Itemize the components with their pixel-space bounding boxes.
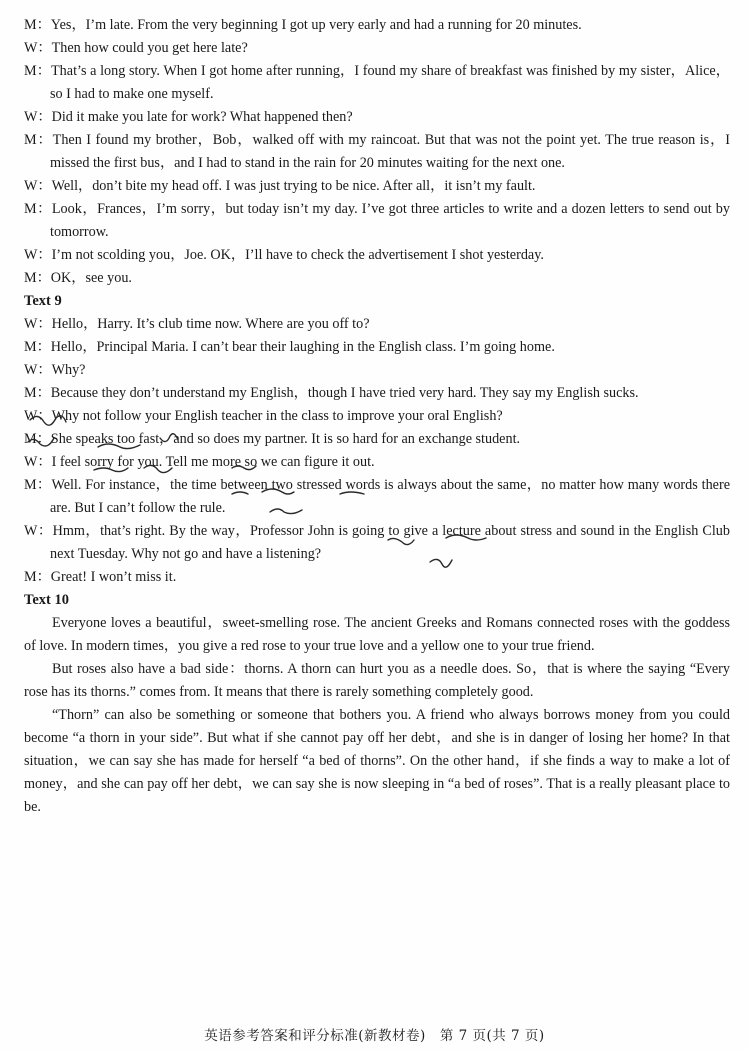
dialogue-line: W：Hmm，that’s right. By the way，Professor John is going to give a lecture about stress and sound in the English Club next Tuesday. Why not go and have a listening?	[24, 523, 730, 562]
passage-paragraph: “Thorn” can also be something or someone that bothers you. A friend who always borrows money from you could become “a thorn in your side”. But what if she cannot pay off her debt，and she is in danger of losing her home? In that situation，we can say she has made for herself “a bed of thorns”. On the other hand，if she finds a way to make a lot of money，and she can pay off her debt，we can say she is now sleeping in “a bed of roses”. That is a really pleasant place to be.	[24, 707, 730, 815]
dialogue-line: W：I feel sorry for you. Tell me more so we can figure it out.	[24, 454, 375, 470]
dialogue-line: M：That’s a long story. When I got home after running，I found my share of breakfast was finished by my sister，Alice，so I had to make one myself.	[24, 63, 730, 102]
dialogue-line: M：Look，Frances，I’m sorry，but today isn’t my day. I’ve got three articles to write and a dozen letters to send out by tomorrow.	[24, 201, 730, 240]
text9-dialogue	[24, 313, 730, 589]
dialogue-line: M：OK，see you.	[24, 270, 132, 286]
dialogue-line: W：I’m not scolding you，Joe. OK，I’ll have to check the advertisement I shot yesterday.	[24, 247, 544, 263]
dialogue-line: M：Then I found my brother，Bob，walked off with my raincoat. But that was not the point yet. The true reason is，I missed the first bus，and I had to stand in the rain for 20 minutes waiting for the next one.	[24, 132, 730, 171]
dialogue-line: M：Great! I won’t miss it.	[24, 569, 177, 585]
dialogue-line: W：Why?	[24, 362, 86, 378]
dialogue-line: M：Well. For instance，the time between two stressed words is always about the same，no matter how many words there are. But I can’t follow the rule.	[24, 477, 730, 516]
passage-paragraph: Everyone loves a beautiful，sweet-smelling rose. The ancient Greeks and Romans connected roses with the goddess of love. In modern times，you give a red rose to your true love and a yellow one to your true friend.	[24, 615, 730, 654]
section-heading-text9: Text 9	[24, 293, 62, 309]
passage-paragraph: But roses also have a bad side：thorns. A thorn can hurt you as a needle does. So，that is where the saying “Every rose has its thorns.” comes from. It means that there is rarely something completely good.	[24, 661, 730, 700]
dialogue-line: M：She speaks too fast，and so does my partner. It is so hard for an exchange student.	[24, 431, 521, 447]
text10-passage	[24, 612, 730, 819]
dialogue-line: W：Hello，Harry. It’s club time now. Where are you off to?	[24, 316, 370, 332]
dialogue-line: W：Then how could you get here late?	[24, 40, 248, 56]
dialogue-line: M：Hello，Principal Maria. I can’t bear their laughing in the English class. I’m going home.	[24, 339, 555, 355]
dialogue-line: W：Well，don’t bite my head off. I was just trying to be nice. After all，it isn’t my fault.	[24, 178, 536, 194]
dialogue-line: M：Yes，I’m late. From the very beginning I got up very early and had a running for 20 minutes.	[24, 17, 582, 33]
page-footer: 英语参考答案和评分标准(新教材卷) 第 7 页(共 7 页)	[204, 1028, 545, 1044]
document-page	[24, 14, 730, 819]
dialogue-line: M：Because they don’t understand my English，though I have tried very hard. They say my English sucks.	[24, 385, 639, 401]
transcript-top	[24, 14, 730, 290]
section-heading-text10: Text 10	[24, 592, 69, 608]
dialogue-line: W：Did it make you late for work? What happened then?	[24, 109, 353, 125]
dialogue-line: W：Why not follow your English teacher in the class to improve your oral English?	[24, 408, 503, 424]
